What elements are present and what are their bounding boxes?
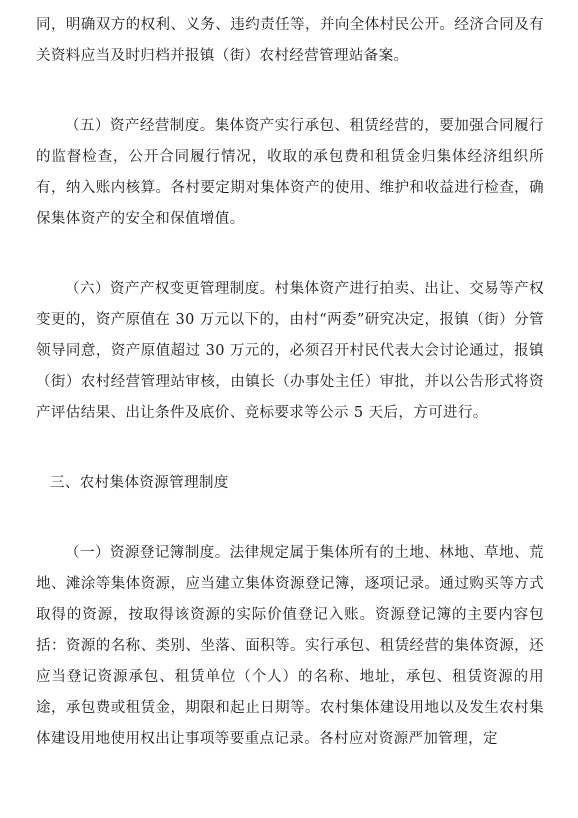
paragraph-spacer: [36, 499, 544, 538]
paragraph-asset-operation: （五）资产经营制度。集体资产实行承包、租赁经营的，要加强合同履行的监督检查，公开合同履行情况，收取的承包费和租赁金归集体经济组织所有，纳入账内核算。各村要定期对集体资产的使用、维护和收益进行检查，确保集体资产的安全和保值增值。: [36, 118, 544, 227]
paragraph-spacer: [36, 72, 544, 111]
paragraph-property-change: （六）资产产权变更管理制度。村集体资产进行拍卖、出让、交易等产权变更的，资产原值在 30 万元以下的，由村“两委”研究决定，报镇（街）分管领导同意，资产原值超过 30 万元的，必须召开村民代表大会讨论通过，报镇（街）农村经营管理站审核，由镇长（办事处主任）审批，并以公告形式将资产评估结果、出让条件及底价、竞标要求等公示 5 天后，方可进行。: [36, 281, 544, 421]
paragraph-spacer: [36, 429, 544, 468]
paragraph-contract-archive: 同，明确双方的权利、义务、违约责任等，并向全体村民公开。经济合同及有关资料应当及时归档并报镇（街）农村经营管理站备案。: [36, 17, 544, 64]
paragraph-resource-register: （一）资源登记簿制度。法律规定属于集体所有的土地、林地、草地、荒地、滩涂等集体资源，应当建立集体资源登记簿，逐项记录。通过购买等方式取得的资源，按取得该资源的实际价值登记入账。资源登记簿的主要内容包括：资源的名称、类别、坐落、面积等。实行承包、租赁经营的集体资源，还应当登记资源承包、租赁单位（个人）的名称、地址，承包、租赁资源的用途，承包费或租赁金，期限和起止日期等。农村集体建设用地以及发生农村集体建设用地使用权出让事项等要重点记录。各村应对资源严加管理，定: [36, 545, 544, 747]
section-heading: 三、农村集体资源管理制度: [50, 475, 229, 491]
paragraph-spacer: [36, 235, 544, 274]
document-page: [36, 10, 544, 755]
